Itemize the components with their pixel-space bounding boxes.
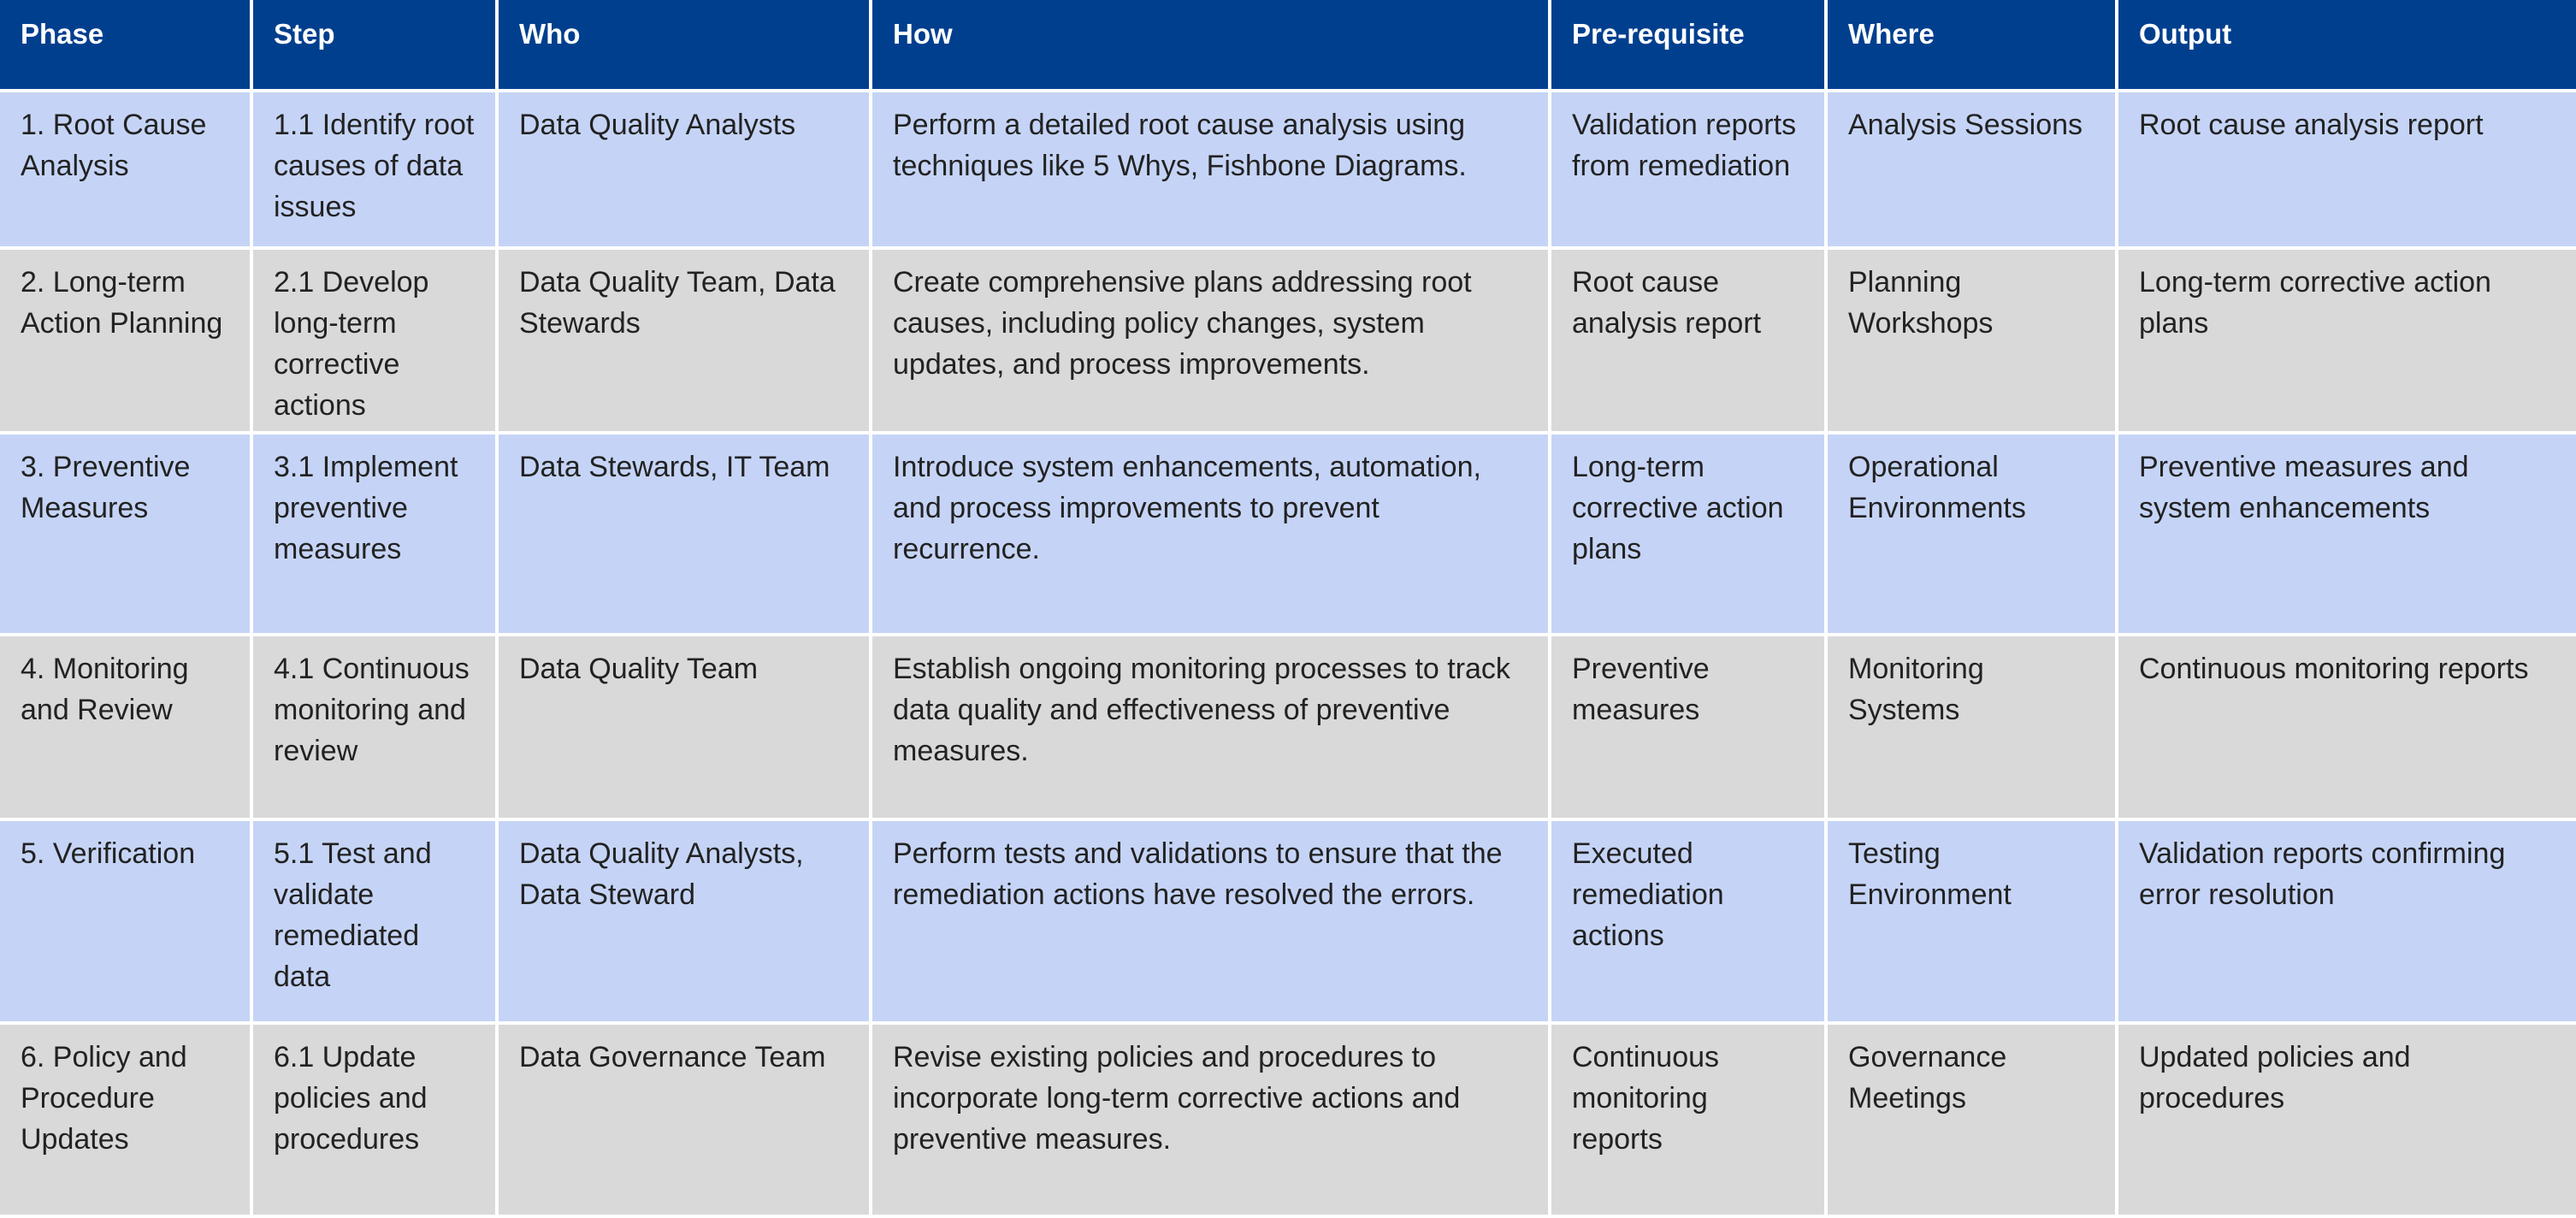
cell-output: Continuous monitoring reports (2118, 636, 2576, 821)
cell-phase: 2. Long-term Action Planning (0, 250, 253, 435)
cell-step: 1.1 Identify root causes of data issues (253, 92, 499, 250)
cell-step: 4.1 Continuous monitoring and review (253, 636, 499, 821)
table-row (0, 92, 2576, 250)
cell-phase: 6. Policy and Procedure Updates (0, 1025, 253, 1218)
cell-who: Data Quality Analysts, Data Steward (499, 821, 872, 1025)
cell-who: Data Quality Analysts (499, 92, 872, 250)
cell-how: Perform tests and validations to ensure that the remediation actions have resolved the errors. (872, 821, 1551, 1025)
table-row (0, 636, 2576, 821)
cell-output: Preventive measures and system enhancements (2118, 435, 2576, 636)
cell-how: Create comprehensive plans addressing root causes, including policy changes, system updates, and process improvements. (872, 250, 1551, 435)
header-how: How (872, 0, 1551, 92)
header-step: Step (253, 0, 499, 92)
cell-where: Planning Workshops (1828, 250, 2118, 435)
cell-output: Long-term corrective action plans (2118, 250, 2576, 435)
cell-phase: 4. Monitoring and Review (0, 636, 253, 821)
cell-prerequisite: Long-term corrective action plans (1551, 435, 1828, 636)
cell-where: Governance Meetings (1828, 1025, 2118, 1218)
cell-prerequisite: Continuous monitoring reports (1551, 1025, 1828, 1218)
cell-how: Revise existing policies and procedures to incorporate long-term corrective actions and preventive measures. (872, 1025, 1551, 1218)
cell-prerequisite: Validation reports from remediation (1551, 92, 1828, 250)
cell-where: Analysis Sessions (1828, 92, 2118, 250)
table-row (0, 435, 2576, 636)
header-row (0, 0, 2576, 92)
cell-phase: 3. Preventive Measures (0, 435, 253, 636)
cell-step: 3.1 Implement preventive measures (253, 435, 499, 636)
cell-phase: 5. Verification (0, 821, 253, 1025)
cell-who: Data Governance Team (499, 1025, 872, 1218)
cell-how: Establish ongoing monitoring processes to track data quality and effectiveness of preventive measures. (872, 636, 1551, 821)
header-output: Output (2118, 0, 2576, 92)
cell-how: Introduce system enhancements, automation, and process improvements to prevent recurrence. (872, 435, 1551, 636)
cell-prerequisite: Executed remediation actions (1551, 821, 1828, 1025)
cell-where: Monitoring Systems (1828, 636, 2118, 821)
cell-prerequisite: Preventive measures (1551, 636, 1828, 821)
cell-where: Operational Environments (1828, 435, 2118, 636)
cell-who: Data Stewards, IT Team (499, 435, 872, 636)
table-row (0, 1025, 2576, 1218)
header-where: Where (1828, 0, 2118, 92)
header-who: Who (499, 0, 872, 92)
table-row (0, 821, 2576, 1025)
cell-where: Testing Environment (1828, 821, 2118, 1025)
cell-step: 6.1 Update policies and procedures (253, 1025, 499, 1218)
cell-who: Data Quality Team, Data Stewards (499, 250, 872, 435)
cell-phase: 1. Root Cause Analysis (0, 92, 253, 250)
cell-output: Updated policies and procedures (2118, 1025, 2576, 1218)
header-prerequisite: Pre-requisite (1551, 0, 1828, 92)
cell-step: 5.1 Test and validate remediated data (253, 821, 499, 1025)
header-phase: Phase (0, 0, 253, 92)
cell-prerequisite: Root cause analysis report (1551, 250, 1828, 435)
cell-step: 2.1 Develop long-term corrective actions (253, 250, 499, 435)
cell-output: Validation reports confirming error resolution (2118, 821, 2576, 1025)
cell-how: Perform a detailed root cause analysis using techniques like 5 Whys, Fishbone Diagrams. (872, 92, 1551, 250)
cell-who: Data Quality Team (499, 636, 872, 821)
cell-output: Root cause analysis report (2118, 92, 2576, 250)
table-row (0, 250, 2576, 435)
